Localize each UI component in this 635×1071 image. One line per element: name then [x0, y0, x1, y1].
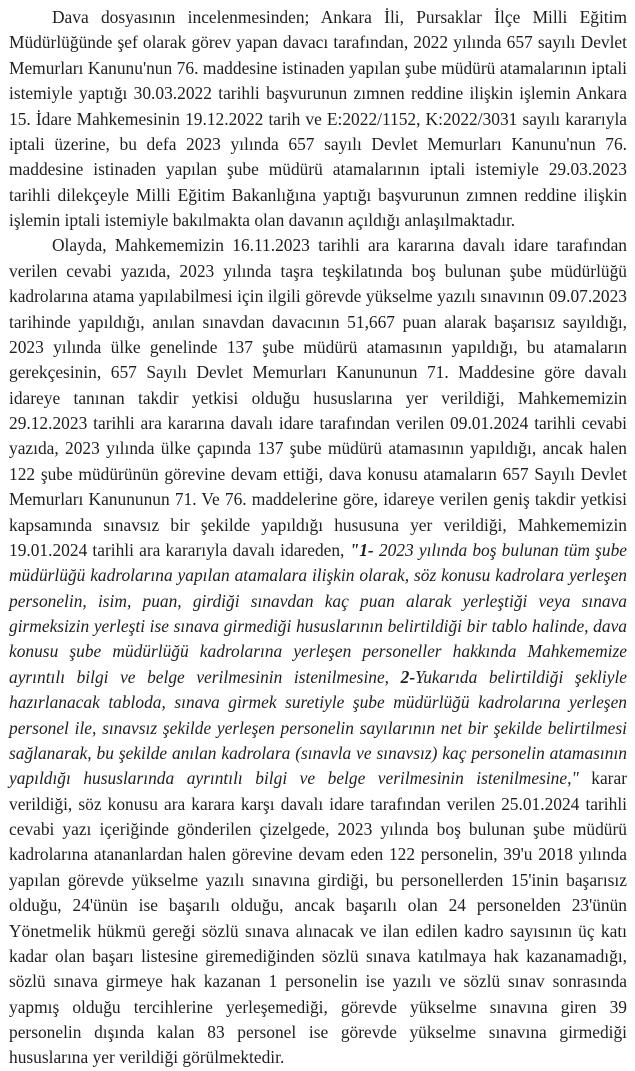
- paragraph-case-facts: [9, 233, 627, 1070]
- ruling-quote-item-2-text: Yukarıda belirtildiği şekliyle hazırlanacak tabloda, sınava girmek suretiyle şube müdürlüğü kadrolarına yerleşen personel ile, sınavsız şekilde yerleşen personelin sayılarının net bir şekilde belirtilmesi sağlanarak, bu şekilde anılan kadrolara (sınavla ve sınavsız) kaç personelin atamasının yapıldığı hususlarında ayrıntılı bilgi ve belge verilmesinin istenilmesine,": [9, 666, 627, 789]
- ruling-quote-item-1-text: 2023 yılında boş bulunan tüm şube müdürlüğü kadrolarına yapılan atamalara ilişkin olarak, söz konusu kadrolara yerleşen personelin, isim, puan, girdiği sınavdan kaç puan alarak yerleştiği veya sınava girmeksizin yerleşti ise sınava girmediği hususlarının belirtildiği bir tablo halinde, dava konusu şube müdürlüğü kadrolarına yerleşen personeller hakkında Mahkememize ayrıntılı bilgi ve belge verilmesinin istenilmesine,: [9, 539, 627, 687]
- ruling-quote-item-1-marker: "1-: [349, 539, 374, 560]
- case-facts-conclusion-text: karar verildiği, söz konusu ara karara karşı davalı idare tarafından verilen 25.01.2024 tarihli cevabi yazı içeriğinde gönderilen çizelgede, 2023 yılında boş bulunan şube müdürü kadrolarına atananlardan halen görevine devam eden 122 personelin, 39'u 2018 yılında yapılan görevde yükselme yazılı sınavına girdiği, bu personellerden 15'inin başarısız olduğu, 24'ünün ise başarılı olduğu, ancak başarılı olan 24 personelden 23'ünün Yönetmelik hükmü gereği sözlü sınava alınacak ve ilan edilen kadro sayısının üç katı kadar olan başarı listesine giremediğinden sözlü sınava katılmaya hak kazanamadığı, sözlü sınava girmeye hak kazanan 1 personelin ise yazılı ve sözlü sınav sonrasında yapmış olduğu tercihlerine yerleşemediği, görevde yükselme sınavına giren 39 personelin dışında kalan 83 personel ise görevde yükselme sınavına girmediği hususlarına yer verildiği görülmektedir.: [9, 768, 627, 1068]
- case-facts-intro-text: Olayda, Mahkememizin 16.11.2023 tarihli ara kararına davalı idare tarafından verilen cevabi yazıda, 2023 yılında taşra teşkilatında boş bulunan şube müdürlüğü kadrolarına atama yapılabilmesi için ilgili görevde yükselme yazılı sınavının 09.07.2023 tarihinde yapıldığı, anılan sınavdan davacının 51,667 puan alarak başarısız sayıldığı, 2023 yılında ülke genelinde 137 şube müdürü atamasının yapıldığı, bu atamaların gerekçesinin, 657 Sayılı Devlet Memurları Kanununun 71. Maddesine göre davalı idareye tanınan takdir yetkisi olduğu hususlarına yer verildiği, Mahkememizin 29.12.2023 tarihli ara kararına davalı idare tarafından verilen 09.01.2024 tarihli cevabi yazıda, 2023 yılında ülke çapında 137 şube müdürü atamasının yapıldığı, ancak halen 122 şube müdürünün görevine devam ettiği, dava konusu atamaların 657 Sayılı Devlet Memurları Kanununun 71. Ve 76. maddelerine göre, idareye verilen geniş takdir yetkisi kapsamında sınavsız bir şekilde yapıldığı hususuna yer verildiği, Mahkememizin 19.01.2024 tarihli ara kararıyla davalı idareden,: [9, 235, 627, 560]
- ruling-quote-item-2-marker: 2-: [400, 666, 416, 687]
- paragraph-case-summary: [9, 5, 627, 233]
- case-summary-text: Dava dosyasının incelenmesinden; Ankara İli, Pursaklar İlçe Milli Eğitim Müdürlüğünde şef olarak görev yapan davacı tarafından, 2022 yılında 657 sayılı Devlet Memurları Kanunu'nun 76. maddesine istinaden yapılan şube müdürü atamalarının iptali istemiyle yaptığı 30.03.2022 tarihli başvurunun zımnen reddine ilişkin işlemin Ankara 15. İdare Mahkemesinin 19.12.2022 tarih ve E:2022/1152, K:2022/3031 sayılı kararıyla iptali üzerine, bu defa 2023 yılında 657 sayılı Devlet Memurları Kanunu'nun 76. maddesine istinaden yapılan şube müdürü atamalarının iptali istemiyle 29.03.2023 tarihli dilekçeyle Milli Eğitim Bakanlığına yaptığı başvurunun zımnen reddine ilişkin işlemin iptali istemiyle bakılmakta olan davanın açıldığı anlaşılmaktadır.: [9, 7, 627, 230]
